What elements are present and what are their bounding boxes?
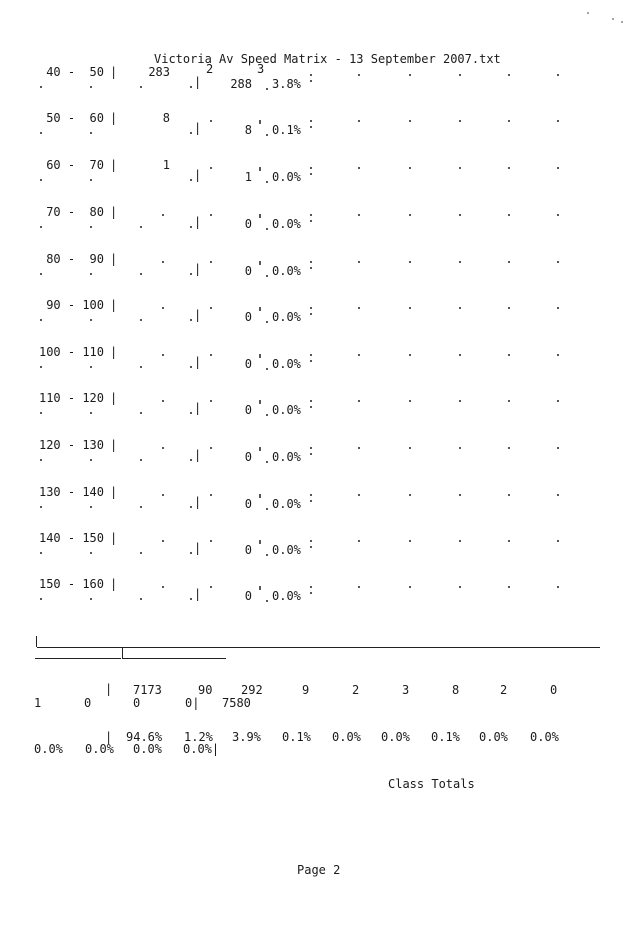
row-total: 1 — [244, 170, 252, 184]
matrix-cell: 2 — [206, 62, 214, 76]
empty-cell-dot — [310, 447, 312, 449]
row-total: 0 — [244, 264, 252, 278]
empty-cell-dot — [190, 459, 192, 461]
empty-cell-dot — [190, 319, 192, 321]
empty-cell-dot — [266, 600, 268, 602]
empty-cell-dot — [459, 74, 461, 76]
row-end-separator: | — [194, 75, 202, 89]
empty-cell-dot — [40, 366, 42, 368]
row-separator: | — [110, 345, 118, 359]
empty-cell-dot — [162, 400, 164, 402]
empty-cell-dot — [90, 132, 92, 134]
row-end-separator: | — [194, 541, 202, 555]
empty-cell-dot — [459, 494, 461, 496]
empty-cell-dot — [557, 261, 559, 263]
row-separator: | — [110, 158, 118, 172]
empty-cell-dot — [40, 319, 42, 321]
empty-cell-dot — [310, 267, 312, 269]
class-total-count: 3 — [402, 683, 410, 697]
row-total: 8 — [244, 123, 252, 137]
empty-cell-dot — [358, 540, 360, 542]
row-separator: | — [110, 577, 118, 591]
empty-cell-dot — [310, 74, 312, 76]
row-end-separator: | — [194, 448, 202, 462]
empty-cell-dot — [409, 214, 411, 216]
empty-cell-dot — [140, 226, 142, 228]
row-separator: | — [110, 111, 118, 125]
empty-cell-dot — [358, 586, 360, 588]
empty-cell-dot — [409, 261, 411, 263]
empty-cell-dot — [259, 122, 261, 124]
empty-cell-dot — [266, 321, 268, 323]
speed-range-label: 110 - 120 — [38, 391, 104, 405]
empty-cell-dot — [259, 496, 261, 498]
row-separator: | — [110, 438, 118, 452]
empty-cell-dot — [310, 307, 312, 309]
class-total-percent: 0.0% — [133, 742, 162, 756]
empty-cell-dot — [259, 449, 261, 451]
empty-cell-dot — [459, 540, 461, 542]
scan-speck — [587, 12, 589, 14]
row-end-separator: | — [194, 121, 202, 135]
row-total: 0 — [244, 497, 252, 511]
speed-range-label: 80 - 90 — [46, 252, 104, 266]
empty-cell-dot — [162, 354, 164, 356]
empty-cell-dot — [140, 552, 142, 554]
empty-cell-dot — [90, 226, 92, 228]
empty-cell-dot — [259, 309, 261, 311]
empty-cell-dot — [162, 494, 164, 496]
speed-range-label: 60 - 70 — [46, 158, 104, 172]
row-percent: 0.0% — [272, 403, 301, 417]
empty-cell-dot — [90, 552, 92, 554]
matrix-cell: 3 — [257, 62, 265, 76]
class-total-count: 7580 — [222, 696, 251, 710]
empty-cell-dot — [266, 461, 268, 463]
empty-cell-dot — [310, 261, 312, 263]
empty-cell-dot — [310, 173, 312, 175]
row-percent: 0.0% — [272, 357, 301, 371]
empty-cell-dot — [266, 508, 268, 510]
empty-cell-dot — [210, 167, 212, 169]
row-total: 0 — [244, 357, 252, 371]
empty-cell-dot — [557, 400, 559, 402]
empty-cell-dot — [557, 214, 559, 216]
row-end-separator: | — [194, 587, 202, 601]
empty-cell-dot — [409, 74, 411, 76]
row-end-separator: | — [194, 215, 202, 229]
empty-cell-dot — [259, 402, 261, 404]
empty-cell-dot — [140, 506, 142, 508]
empty-cell-dot — [557, 167, 559, 169]
empty-cell-dot — [310, 494, 312, 496]
empty-cell-dot — [40, 179, 42, 181]
class-total-percent: 0.0% — [381, 730, 410, 744]
empty-cell-dot — [310, 400, 312, 402]
empty-cell-dot — [310, 167, 312, 169]
empty-cell-dot — [259, 542, 261, 544]
empty-cell-dot — [190, 179, 192, 181]
empty-cell-dot — [358, 307, 360, 309]
empty-cell-dot — [508, 540, 510, 542]
empty-cell-dot — [266, 181, 268, 183]
empty-cell-dot — [190, 132, 192, 134]
class-total-count: 2 — [352, 683, 360, 697]
class-total-percent: 3.9% — [232, 730, 261, 744]
empty-cell-dot — [310, 360, 312, 362]
empty-cell-dot — [210, 214, 212, 216]
row-percent: 0.0% — [272, 170, 301, 184]
empty-cell-dot — [358, 74, 360, 76]
empty-cell-dot — [90, 273, 92, 275]
empty-cell-dot — [409, 447, 411, 449]
empty-cell-dot — [40, 226, 42, 228]
empty-cell-dot — [40, 273, 42, 275]
class-total-count: 2 — [500, 683, 508, 697]
row-total: 288 — [230, 77, 252, 91]
empty-cell-dot — [266, 414, 268, 416]
empty-cell-dot — [358, 354, 360, 356]
speed-range-label: 130 - 140 — [38, 485, 104, 499]
empty-cell-dot — [40, 412, 42, 414]
empty-cell-dot — [90, 412, 92, 414]
row-total: 0 — [244, 310, 252, 324]
empty-cell-dot — [162, 540, 164, 542]
totals-separator: | — [105, 682, 113, 696]
row-percent: 0.0% — [272, 264, 301, 278]
empty-cell-dot — [210, 120, 212, 122]
totals-separator: | — [105, 730, 113, 744]
row-end-separator: | — [194, 262, 202, 276]
empty-cell-dot — [162, 261, 164, 263]
empty-cell-dot — [358, 214, 360, 216]
empty-cell-dot — [140, 412, 142, 414]
empty-cell-dot — [140, 459, 142, 461]
empty-cell-dot — [90, 459, 92, 461]
empty-cell-dot — [358, 494, 360, 496]
empty-cell-dot — [266, 228, 268, 230]
row-total: 0 — [244, 450, 252, 464]
empty-cell-dot — [310, 500, 312, 502]
empty-cell-dot — [508, 214, 510, 216]
empty-cell-dot — [409, 400, 411, 402]
empty-cell-dot — [310, 214, 312, 216]
class-total-count: 0 — [133, 696, 141, 710]
empty-cell-dot — [358, 120, 360, 122]
empty-cell-dot — [140, 86, 142, 88]
empty-cell-dot — [459, 120, 461, 122]
empty-cell-dot — [310, 406, 312, 408]
row-end-separator: | — [194, 308, 202, 322]
row-percent: 0.0% — [272, 543, 301, 557]
empty-cell-dot — [190, 412, 192, 414]
row-end-separator: | — [194, 401, 202, 415]
matrix-cell: 8 — [162, 111, 170, 125]
class-total-percent: 94.6% — [126, 730, 163, 744]
row-total: 0 — [244, 543, 252, 557]
empty-cell-dot — [409, 354, 411, 356]
empty-cell-dot — [508, 167, 510, 169]
row-percent: 0.1% — [272, 123, 301, 137]
row-percent: 0.0% — [272, 589, 301, 603]
empty-cell-dot — [140, 366, 142, 368]
empty-cell-dot — [210, 307, 212, 309]
scan-speck — [621, 21, 623, 23]
row-separator: | — [110, 205, 118, 219]
empty-cell-dot — [40, 132, 42, 134]
empty-cell-dot — [90, 179, 92, 181]
empty-cell-dot — [162, 447, 164, 449]
empty-cell-dot — [190, 366, 192, 368]
empty-cell-dot — [557, 586, 559, 588]
row-separator: | — [110, 252, 118, 266]
empty-cell-dot — [459, 214, 461, 216]
empty-cell-dot — [266, 368, 268, 370]
empty-cell-dot — [310, 592, 312, 594]
empty-cell-dot — [259, 356, 261, 358]
empty-cell-dot — [140, 598, 142, 600]
empty-cell-dot — [310, 586, 312, 588]
empty-cell-dot — [259, 263, 261, 265]
speed-range-label: 100 - 110 — [38, 345, 104, 359]
row-separator: | — [110, 531, 118, 545]
empty-cell-dot — [459, 447, 461, 449]
class-total-count: 0| — [185, 696, 200, 710]
empty-cell-dot — [40, 598, 42, 600]
speed-range-label: 40 - 50 — [46, 65, 104, 79]
empty-cell-dot — [90, 366, 92, 368]
empty-cell-dot — [190, 598, 192, 600]
empty-cell-dot — [190, 226, 192, 228]
empty-cell-dot — [508, 586, 510, 588]
empty-cell-dot — [40, 552, 42, 554]
empty-cell-dot — [162, 307, 164, 309]
matrix-cell: 1 — [162, 158, 170, 172]
class-total-percent: 0.0% — [34, 742, 63, 756]
speed-range-label: 120 - 130 — [38, 438, 104, 452]
scan-speck — [612, 18, 614, 20]
empty-cell-dot — [358, 400, 360, 402]
empty-cell-dot — [557, 120, 559, 122]
empty-cell-dot — [358, 261, 360, 263]
empty-cell-dot — [409, 120, 411, 122]
row-separator: | — [110, 65, 118, 79]
class-total-count: 90 — [198, 683, 213, 697]
class-total-percent: 0.0% — [85, 742, 114, 756]
empty-cell-dot — [310, 313, 312, 315]
empty-cell-dot — [40, 86, 42, 88]
class-total-percent: 0.0%| — [183, 742, 220, 756]
empty-cell-dot — [90, 86, 92, 88]
empty-cell-dot — [210, 586, 212, 588]
empty-cell-dot — [557, 494, 559, 496]
row-percent: 0.0% — [272, 450, 301, 464]
row-separator: | — [110, 298, 118, 312]
empty-cell-dot — [310, 540, 312, 542]
speed-range-label: 140 - 150 — [38, 531, 104, 545]
empty-cell-dot — [459, 354, 461, 356]
empty-cell-dot — [508, 120, 510, 122]
empty-cell-dot — [266, 554, 268, 556]
speed-range-label: 70 - 80 — [46, 205, 104, 219]
class-total-percent: 1.2% — [184, 730, 213, 744]
empty-cell-dot — [310, 453, 312, 455]
empty-cell-dot — [557, 74, 559, 76]
row-end-separator: | — [194, 495, 202, 509]
empty-cell-dot — [310, 120, 312, 122]
row-percent: 0.0% — [272, 497, 301, 511]
empty-cell-dot — [409, 540, 411, 542]
empty-cell-dot — [310, 220, 312, 222]
class-total-percent: 0.1% — [431, 730, 460, 744]
class-total-count: 292 — [241, 683, 263, 697]
empty-cell-dot — [40, 459, 42, 461]
page-footer: Page 2 — [297, 863, 341, 877]
empty-cell-dot — [557, 307, 559, 309]
empty-cell-dot — [190, 86, 192, 88]
empty-cell-dot — [259, 216, 261, 218]
empty-cell-dot — [508, 494, 510, 496]
row-percent: 0.0% — [272, 217, 301, 231]
empty-cell-dot — [310, 546, 312, 548]
empty-cell-dot — [508, 354, 510, 356]
empty-cell-dot — [459, 167, 461, 169]
empty-cell-dot — [190, 552, 192, 554]
speed-range-label: 90 - 100 — [46, 298, 104, 312]
row-separator: | — [110, 391, 118, 405]
empty-cell-dot — [90, 319, 92, 321]
class-total-count: 0 — [550, 683, 558, 697]
empty-cell-dot — [358, 167, 360, 169]
empty-cell-dot — [459, 586, 461, 588]
class-totals-label: Class Totals — [388, 777, 475, 791]
empty-cell-dot — [358, 447, 360, 449]
divider-line — [35, 658, 121, 659]
empty-cell-dot — [409, 167, 411, 169]
empty-cell-dot — [259, 169, 261, 171]
class-total-count: 7173 — [133, 683, 162, 697]
empty-cell-dot — [310, 126, 312, 128]
empty-cell-dot — [210, 400, 212, 402]
empty-cell-dot — [266, 88, 268, 90]
empty-cell-dot — [162, 586, 164, 588]
class-total-percent: 0.0% — [530, 730, 559, 744]
empty-cell-dot — [266, 134, 268, 136]
empty-cell-dot — [210, 540, 212, 542]
class-total-count: 0 — [84, 696, 92, 710]
divider-line — [123, 658, 226, 659]
empty-cell-dot — [409, 586, 411, 588]
empty-cell-dot — [140, 273, 142, 275]
empty-cell-dot — [409, 494, 411, 496]
empty-cell-dot — [409, 307, 411, 309]
document-title: Victoria Av Speed Matrix - 13 September 2007.txt — [154, 52, 501, 66]
class-total-percent: 0.1% — [282, 730, 311, 744]
empty-cell-dot — [259, 588, 261, 590]
empty-cell-dot — [90, 506, 92, 508]
speed-range-label: 50 - 60 — [46, 111, 104, 125]
empty-cell-dot — [190, 273, 192, 275]
class-total-percent: 0.0% — [332, 730, 361, 744]
row-percent: 0.0% — [272, 310, 301, 324]
empty-cell-dot — [162, 214, 164, 216]
empty-cell-dot — [459, 261, 461, 263]
empty-cell-dot — [40, 506, 42, 508]
row-end-separator: | — [194, 355, 202, 369]
empty-cell-dot — [508, 74, 510, 76]
empty-cell-dot — [508, 261, 510, 263]
matrix-cell: 283 — [148, 65, 170, 79]
row-total: 0 — [244, 217, 252, 231]
divider-tick — [36, 636, 37, 647]
empty-cell-dot — [210, 447, 212, 449]
row-percent: 3.8% — [272, 77, 301, 91]
empty-cell-dot — [190, 506, 192, 508]
empty-cell-dot — [557, 354, 559, 356]
row-total: 0 — [244, 403, 252, 417]
empty-cell-dot — [459, 400, 461, 402]
class-total-count: 8 — [452, 683, 460, 697]
empty-cell-dot — [210, 354, 212, 356]
class-total-percent: 0.0% — [479, 730, 508, 744]
empty-cell-dot — [210, 494, 212, 496]
empty-cell-dot — [508, 307, 510, 309]
empty-cell-dot — [90, 598, 92, 600]
row-separator: | — [110, 485, 118, 499]
empty-cell-dot — [310, 354, 312, 356]
empty-cell-dot — [508, 447, 510, 449]
empty-cell-dot — [557, 540, 559, 542]
empty-cell-dot — [508, 400, 510, 402]
class-total-count: 9 — [302, 683, 310, 697]
empty-cell-dot — [140, 319, 142, 321]
empty-cell-dot — [210, 261, 212, 263]
empty-cell-dot — [266, 275, 268, 277]
empty-cell-dot — [310, 80, 312, 82]
row-end-separator: | — [194, 168, 202, 182]
class-total-count: 1 — [34, 696, 42, 710]
row-total: 0 — [244, 589, 252, 603]
speed-range-label: 150 - 160 — [38, 577, 104, 591]
empty-cell-dot — [459, 307, 461, 309]
empty-cell-dot — [557, 447, 559, 449]
